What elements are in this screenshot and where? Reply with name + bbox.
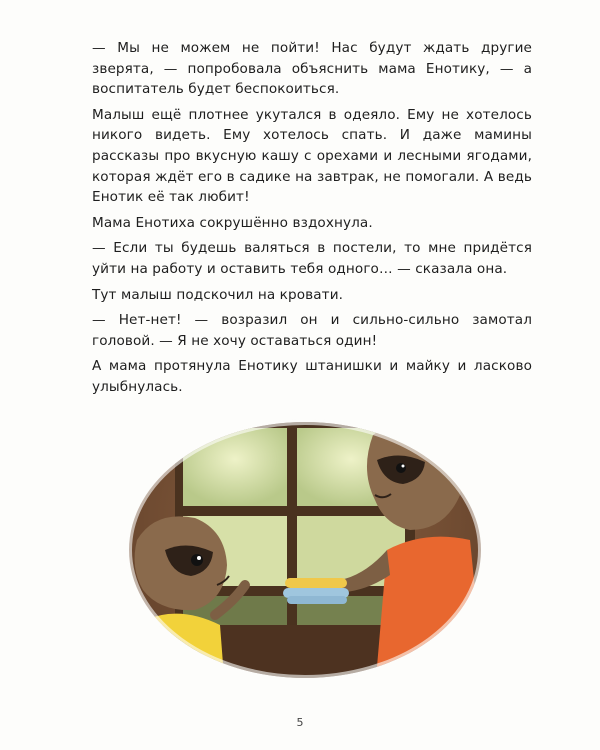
raccoon-illustration (125, 400, 485, 690)
folded-clothes (283, 578, 349, 604)
paragraph-1: — Мы не можем не пойти! Нас будут ждать другие зверята, — попробовала объяснить мама Енотику, — а воспитатель будет беспокоиться. (92, 40, 532, 98)
paragraph-4: — Если ты будешь валяться в постели, то мне придётся уйти на работу и оставить тебя одного… — сказала она. (92, 240, 532, 277)
page-number: 5 (296, 716, 304, 729)
story-text (92, 38, 532, 403)
paragraph-7: А мама протянула Енотику штанишки и майку и ласково улыбнулась. (92, 358, 532, 395)
paragraph-3: Мама Енотиха сокрушённо вздохнула. (92, 214, 373, 231)
paragraph-5: Тут малыш подскочил на кровати. (92, 286, 344, 303)
paragraph-6: — Нет-нет! — возразил он и сильно-сильно замотал головой. — Я не хочу оставаться один! (92, 312, 532, 349)
paragraph-2: Малыш ещё плотнее укутался в одеяло. Ему не хотелось никого видеть. Ему хотелось спать. И даже мамины рассказы про вкусную кашу с орехами и лесными ягодами, которая ждёт его в садике на завтрак, не помогали. А ведь Енотик её так любит! (92, 106, 532, 206)
